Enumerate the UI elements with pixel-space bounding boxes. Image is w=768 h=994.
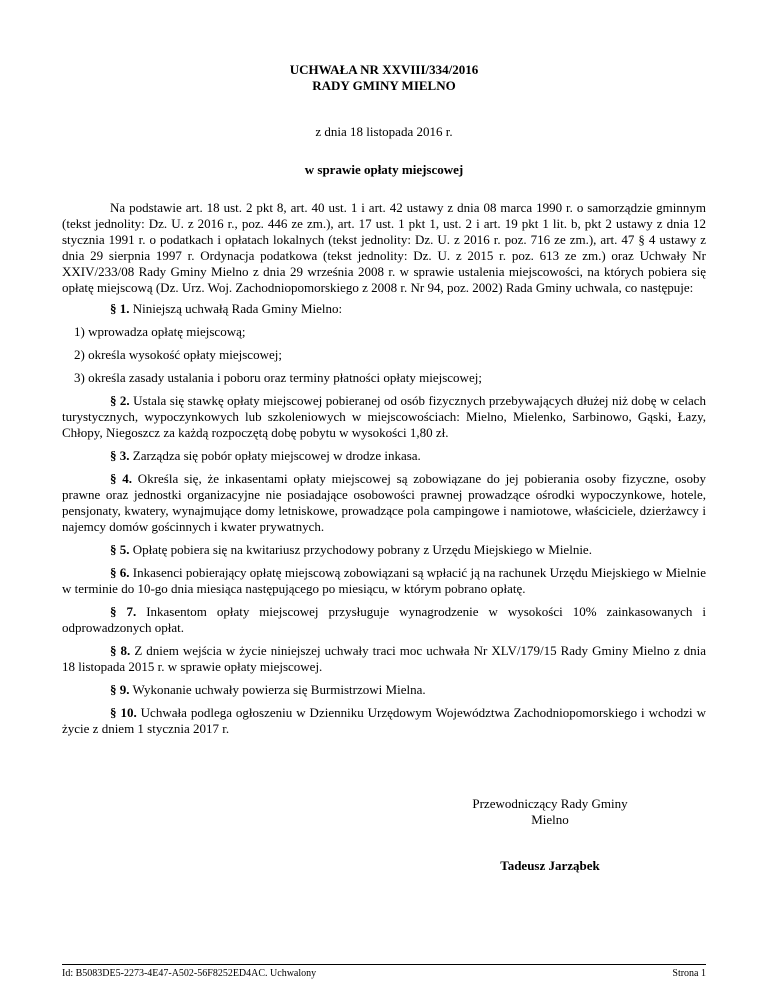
title-line-2: RADY GMINY MIELNO	[312, 78, 456, 93]
section-5: § 5. Opłatę pobiera się na kwitariusz przychodowy pobrany z Urzędu Miejskiego w Mielnie.	[110, 542, 592, 557]
footer-page-number: Strona 1	[672, 968, 706, 979]
resolution-date: z dnia 18 listopada 2016 r.	[315, 124, 453, 139]
section-9: § 9. Wykonanie uchwały powierza się Burmistrzowi Mielna.	[110, 682, 426, 697]
signature-role	[450, 796, 650, 828]
signatory-name: Tadeusz Jarząbek	[500, 858, 600, 873]
footer-divider	[62, 964, 706, 965]
resolution-title	[0, 62, 768, 94]
title-line-1: UCHWAŁA NR XXVIII/334/2016	[289, 62, 479, 77]
section-1-item: 3) określa zasady ustalania i poboru oraz terminy płatności opłaty miejscowej;	[74, 370, 482, 385]
section-6: § 6. Inkasenci pobierający opłatę miejscową zobowiązani są wpłacić ją na rachunek Urzędu Miejskiego w Mielnie w terminie do 10-go dnia miesiąca następującego po miesiącu, w którym pobrano opłatę.	[62, 565, 707, 596]
section-3: § 3. Zarządza się pobór opłaty miejscowej w drodze inkasa.	[110, 448, 421, 463]
section-8: § 8. Z dniem wejścia w życie niniejszej uchwały traci moc uchwała Nr XLV/179/15 Rady Gminy Mielno z dnia 18 listopada 2015 r. w sprawie opłaty miejscowej.	[62, 643, 707, 674]
resolution-subject: w sprawie opłaty miejscowej	[304, 162, 464, 177]
section-7: § 7. Inkasentom opłaty miejscowej przysługuje wynagrodzenie w wysokości 10% zainkasowanych i odprowadzonych opłat.	[62, 604, 707, 635]
section-2: § 2. Ustala się stawkę opłaty miejscowej pobieranej od osób fizycznych przebywających dłużej niż dobę w celach turystycznych, wypoczynkowych lub szkoleniowych w miejscowościach: Mielno, Mielenko, Sarbinowo, Gąski, Łazy, Chłopy, Niegoszcz za każdą rozpoczętą dobę pobytu w wysokości 1,80 zł.	[62, 393, 706, 440]
preamble: Na podstawie art. 18 ust. 2 pkt 8, art. 40 ust. 1 i art. 42 ustawy z dnia 08 marca 1990 r. o samorządzie gminnym (tekst jednolity: Dz. U. z 2016 r., poz. 446 ze zm.), art. 17 ust. 1 pkt 1, ust. 2 i art. 19 pkt 1 lit. b, pkt 2 ustawy z dnia 12 stycznia 1991 r. o podatkach i opłatach lokalnych (tekst jednolity: Dz. U. z 2016 r. poz. 716 ze zm.), art. 47 § 4 ustawy z dnia 29 sierpnia 1997 r. Ordynacja podatkowa (tekst jednolity: Dz. U. z 2015 r. poz. 613 ze zm.) oraz Uchwały Nr XXIV/233/08 Rady Gminy Mielno z dnia 29 września 2008 r. w sprawie ustalenia miejscowości, na których pobiera się opłatę miejscową (Dz. Urz. Woj. Zachodniopomorskiego z 2008 r. Nr 94, poz. 2002) Rada Gminy uchwala, co następuje:	[62, 200, 706, 295]
signature-role-line-1: Przewodniczący Rady Gminy	[472, 796, 628, 811]
section-4: § 4. Określa się, że inkasentami opłaty miejscowej są zobowiązane do jej pobierania osoby fizyczne, osoby prawne oraz jednostki organizacyjne nie posiadające osobowości prawnej prowadzące ośrodki wypoczynkowe, hotele, pensjonaty, kwatery, wynajmujące domy letniskowe, prowadzące pola campingowe i namiotowe, właściciele, dzierżawcy i najemcy domów gościnnych i kwater prywatnych.	[62, 471, 706, 534]
footer-document-id: Id: B5083DE5-2273-4E47-A502-56F8252ED4AC. Uchwalony	[62, 968, 317, 979]
document-body	[62, 200, 706, 737]
section-10: § 10. Uchwała podlega ogłoszeniu w Dzienniku Urzędowym Województwa Zachodniopomorskiego i wchodzi w życie z dniem 1 stycznia 2017 r.	[62, 705, 707, 736]
section-1: § 1. Niniejszą uchwałą Rada Gminy Mielno:	[110, 301, 343, 316]
signature-role-line-2: Mielno	[531, 812, 569, 827]
section-1-item: 1) wprowadza opłatę miejscową;	[74, 324, 246, 339]
section-1-item: 2) określa wysokość opłaty miejscowej;	[74, 347, 282, 362]
